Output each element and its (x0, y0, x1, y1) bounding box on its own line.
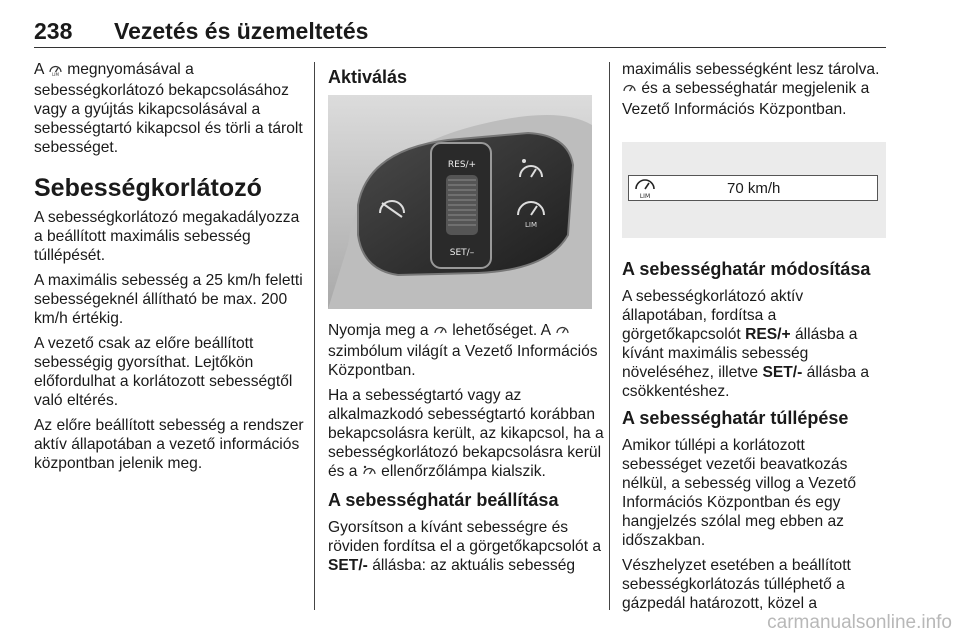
paragraph: A LIM megnyomásával a sebességkorlátozó bekapcsolásához vagy a gyújtás kikapcsolásával a sebességtartó kikapcsol és törli a tárolt sebességet. (34, 61, 303, 156)
res-plus-label: RES/+ (447, 160, 477, 170)
column-3 (622, 60, 888, 619)
paragraph: Vészhelyzet esetében a beállított sebességkorlátozás túlléphető a gázpedál határozott, közel a (622, 557, 851, 612)
paragraph: Az előre beállított sebesség a rendszer aktív állapotában a vezető információs központban jelenik meg. (34, 417, 304, 472)
speed-limiter-icon (433, 323, 448, 342)
svg-text:LIM: LIM (639, 193, 651, 199)
paragraph: Gyorsítson a kívánt sebességre és röviden fordítsa el a görgetőkapcsolót a SET/- állásba: az aktuális sebesség (328, 519, 602, 574)
watermark: carmanualsonline.info (767, 612, 952, 633)
column-divider (609, 62, 610, 610)
lim-label: LIM (524, 221, 538, 229)
paragraph: Amikor túllépi a korlátozott sebességet vezetői beavatkozás nélkül, a sebesség villog a Vezető Információs Központban és egy hangjelzés szólal meg ebben az időszakban. (622, 437, 857, 549)
column-divider (314, 62, 315, 610)
driver-information-display (622, 142, 886, 238)
paragraph: Nyomja meg a lehetőséget. A szimbólum világít a Vezető Információs Központban. (328, 322, 598, 379)
page-header (34, 18, 886, 54)
paragraph: maximális sebességként lesz tárolva. (622, 61, 880, 78)
section-heading: A sebességhatár túllépése (622, 408, 849, 428)
header-rule (34, 47, 886, 48)
section-heading: Aktiválás (328, 67, 408, 87)
speed-limit-value: 70 km/h (727, 180, 781, 197)
speed-limiter-icon (622, 81, 637, 100)
set-minus-label: SET/– (449, 248, 475, 258)
speed-limiter-icon (633, 177, 657, 204)
svg-text:LIM: LIM (51, 72, 59, 76)
paragraph: A sebességkorlátozó megakadályozza a beállított maximális sebesség túllépését. (34, 209, 300, 264)
section-heading: A sebességhatár módosítása (622, 259, 871, 279)
steering-wheel-controls-photo (328, 95, 592, 309)
column-2 (328, 60, 604, 581)
section-heading: A sebességhatár beállítása (328, 490, 559, 510)
column-1 (34, 60, 304, 479)
paragraph: Ha a sebességtartó vagy az alkalmazkodó sebességtartó korábban bekapcsolásra került, az kikapcsol, ha a sebességkorlátozó bekapcsolásra kerül és a ellenőrzőlámpa kialszik. (328, 386, 604, 483)
section-heading: Sebességkorlátozó (34, 174, 262, 202)
speed-limiter-icon (48, 62, 63, 81)
paragraph: és a sebességhatár megjelenik a Vezető Információs Központban. (622, 80, 870, 118)
cruise-control-lamp-icon (362, 464, 377, 483)
speed-limit-readout (628, 175, 878, 201)
paragraph: A vezető csak az előre beállított sebességig gyorsíthat. Lejtőkön előfordulhat a korlátozott sebességtől való eltérés. (34, 335, 293, 409)
paragraph: A sebességkorlátozó aktív állapotában, fordítsa a görgetőkapcsolót RES/+ állásba a kívánt maximális sebesség növeléséhez, illetve SET/- állásba a csökkentéshez. (622, 288, 870, 400)
running-title: Vezetés és üzemeltetés (114, 18, 369, 44)
paragraph: A maximális sebesség a 25 km/h feletti sebességeknél állítható be max. 200 km/h értékig. (34, 272, 303, 327)
speed-limiter-icon (555, 323, 570, 342)
page-number: 238 (34, 18, 73, 44)
